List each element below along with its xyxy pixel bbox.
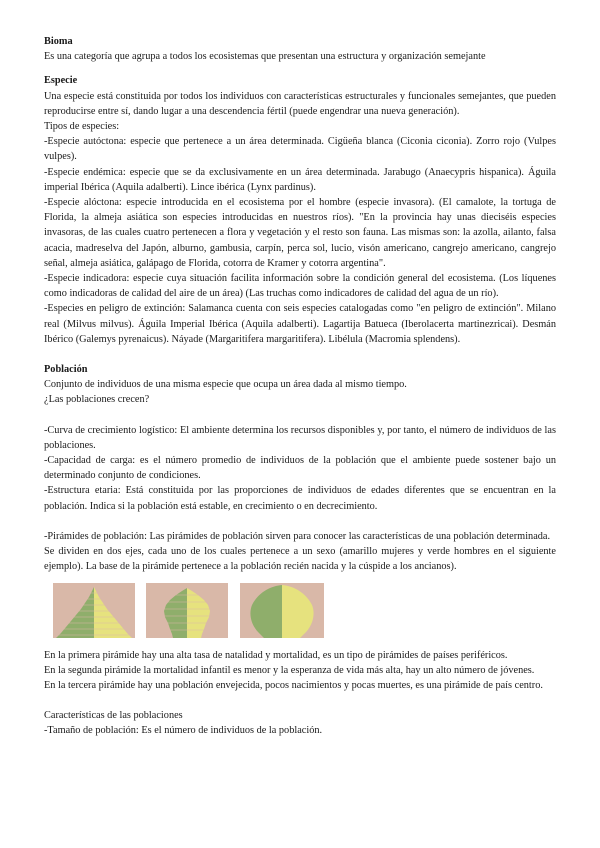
poblacion-definicion: Conjunto de individuos de una misma especie que ocupa un área dada al mismo tiempo. [44, 379, 407, 391]
capacidad-carga: -Capacidad de carga: es el número promedio de individuos de la población que el ambiente puede sostener bajo un determinado conjunto de condiciones. [44, 455, 556, 482]
bioma-text: Es una categoría que agrupa a todos los ecosistemas que presentan una estructura y organización semejante [44, 51, 486, 63]
poblacion-pregunta: ¿Las poblaciones crecen? [44, 394, 150, 406]
pyramid-images [53, 583, 556, 643]
especie-endemica: -Especie endémica: especie que se da exclusivamente en un área determinada. Jarabugo (Anaecypris hispanica). Águila imperial Ibérica (Aquila adalberti). Lince ibérica (Lynx pardinus). [44, 166, 556, 193]
document-page [44, 34, 556, 739]
pyramid-expansive-image [53, 583, 135, 638]
pyramid-regressive-image [240, 583, 324, 638]
piramides-intro: -Pirámides de población: Las pirámides de población sirven para conocer las características de una población determinada. [44, 530, 551, 542]
estructura-etaria: -Estructura etaria: Está constituida por las proporciones de individuos de edades diferentes que se encuentran en la población. Indica si la población está estable, en crecimiento o en decrecimiento. [44, 485, 556, 512]
especie-heading: Especie [44, 75, 78, 87]
especie-autoctona: -Especie autóctona: especie que pertenece a un área determinada. Cigüeña blanca (Ciconia ciconia). Zorro rojo (Vulpes vulpes). [44, 136, 556, 163]
poblacion-heading: Población [44, 364, 88, 376]
primera-piramide: En la primera pirámide hay una alta tasa de natalidad y mortalidad, es un tipo de pirámides de países periféricos. [44, 649, 508, 661]
especie-aloctona: -Especie alóctona: especie introducida en el ecosistema por el hombre (especie invasora). (El camalote, la tortuga de Florida, la almeja asiática son especies introducidas en nuestros ríos). "En la provincia hay unas dieciséis especies invasoras, de las cuales cuatro pertenecen a flora y vegetación y el resto son fauna. Las mismas son: la azolla, ailanto, falsa acacia, madreselva del Japón, alburno, gambusia, carpín, perca sol, lucio, visón americano, cangrejo americano, cangrejo señal, almeja asiática, galápago de Florida, cotorra de Kramer y cotorra argentina". [44, 197, 556, 269]
bioma-heading: Bioma [44, 36, 73, 47]
especie-indicadora: -Especie indicadora: especie cuya situación facilita información sobre la condición general del ecosistema. (Los líquenes como indicadoras de calidad del aire de un área) (Las truchas como indicadores de calidad del agua de un río). [44, 273, 556, 300]
tipos-label: Tipos de especies: [44, 121, 120, 133]
tercera-piramide: En la tercera pirámide hay una población envejecida, pocos nacimientos y pocas muertes, es una pirámide de país centro. [44, 679, 543, 691]
especie-intro: Una especie está constituida por todos los individuos con características estructurales y funcionales semejantes, que pueden reproducirse entre sí, dando lugar a una descendencia fértil (puede engendrar una nueva generación). [44, 90, 556, 117]
especie-peligro: -Especies en peligro de extinción: Salamanca cuenta con seis especies catalogadas como "en peligro de extinción". Milano real (Milvus milvus). Águila Imperial Ibérica (Aquila adalberti). Lagartija Batueca (Iberolacerta martinezricai). Desmán Ibérico (Galemys pyrenaicus). Náyade (Margaritifera margaritifera). Libélula (Macromia splendens). [44, 303, 556, 345]
piramides-ejes: Se dividen en dos ejes, cada uno de los cuales pertenece a un sexo (amarillo mujeres y verde hombres en el siguiente ejemplo). La base de la pirámide pertenece a la población recién nacida y la cúspide a los ancianos). [44, 546, 556, 573]
segunda-piramide: En la segunda pirámide la mortalidad infantil es menor y la esperanza de vida más alta, hay un alto número de jóvenes. [44, 664, 535, 676]
curva-crecimiento: -Curva de crecimiento logístico: El ambiente determina los recursos disponibles y, por tanto, el número de individuos de las poblaciones. [44, 424, 556, 451]
caracteristicas-heading: Características de las poblaciones [44, 710, 183, 722]
pyramid-stationary-image [146, 583, 228, 638]
tamano-poblacion: -Tamaño de población: Es el número de individuos de la población. [44, 725, 323, 737]
